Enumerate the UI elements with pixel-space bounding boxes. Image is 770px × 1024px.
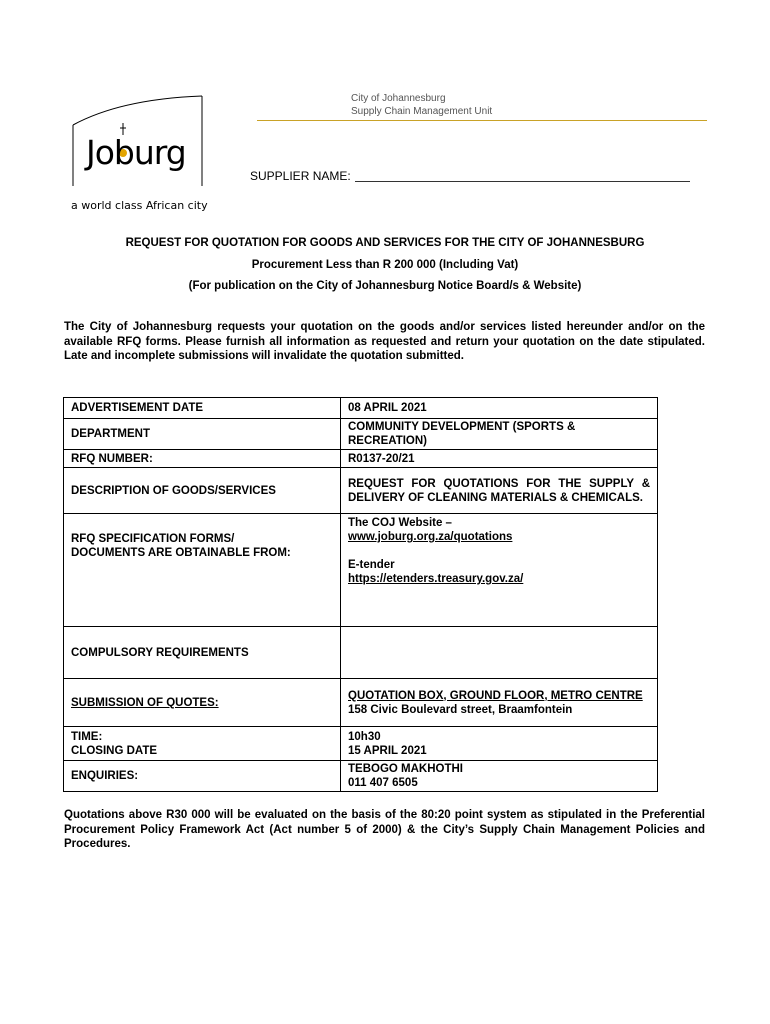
table-row [64,450,658,468]
department-label: DEPARTMENT [64,419,341,450]
table-row [64,398,658,419]
time-closing-value [341,727,658,761]
joburg-logo [71,95,204,187]
logo-word: Joburg [86,133,186,172]
table-row [64,727,658,761]
table-row [64,679,658,727]
etender-text: E-tender [348,559,395,571]
description-value: REQUEST FOR QUOTATIONS FOR THE SUPPLY & DELIVERY OF CLEANING MATERIALS & CHEMICALS. [341,468,658,514]
enquiries-contact: TEBOGO MAKHOTHI [348,763,463,775]
spec-label-line1: RFQ SPECIFICATION FORMS/ [71,533,235,545]
compulsory-requirements-label: COMPULSORY REQUIREMENTS [64,627,341,679]
submission-value [341,679,658,727]
document-title: REQUEST FOR QUOTATION FOR GOODS AND SERVICES FOR THE CITY OF JOHANNESBURG [125,237,645,249]
org-name: City of Johannesburg [351,93,446,104]
time-value: 10h30 [348,730,381,743]
table-row [64,514,658,627]
rfq-details-table [63,397,658,792]
table-row [64,761,658,792]
table-row [64,468,658,514]
rfq-number-label: RFQ NUMBER: [64,450,341,468]
etender-link[interactable]: https://etenders.treasury.gov.za/ [348,573,524,585]
submission-address: 158 Civic Boulevard street, Braamfontein [348,703,573,716]
logo-tagline: a world class African city [71,199,208,212]
spec-forms-value [341,514,658,627]
coj-website-text: The COJ Website – [348,517,452,529]
org-unit: Supply Chain Management Unit [351,106,493,117]
time-label: TIME: [71,730,103,743]
evaluation-note: Quotations above R30 000 will be evaluated on the basis of the 80:20 point system as stipulated in the Preferential Procurement Policy Framework Act (Act number 5 of 2000) & the City’s Supply Chain Management Policies and Procedures. [64,809,705,850]
advertisement-date-value: 08 APRIL 2021 [341,398,658,419]
intro-paragraph: The City of Johannesburg requests your quotation on the goods and/or services listed hereunder and/or on the available RFQ forms. Please furnish all information as requested and return your quotation on the date stipulated. Late and incomplete submissions will invalidate the quotation submitted. [64,321,705,362]
document-subtitle: Procurement Less than R 200 000 (Including Vat) [251,259,519,271]
compulsory-requirements-value [341,627,658,679]
advertisement-date-label: ADVERTISEMENT DATE [64,398,341,419]
spec-label-line2: DOCUMENTS ARE OBTAINABLE FROM: [71,547,291,559]
enquiries-value [341,761,658,792]
enquiries-phone: 011 407 6505 [348,777,418,789]
coj-website-link[interactable]: www.joburg.org.za/quotations [348,531,513,543]
table-row [64,627,658,679]
rfq-number-value: R0137-20/21 [341,450,658,468]
header-divider [257,120,707,121]
closing-date-value: 15 APRIL 2021 [348,744,427,757]
supplier-name-field[interactable] [250,169,690,184]
description-label: DESCRIPTION OF GOODS/SERVICES [64,468,341,514]
enquiries-label: ENQUIRIES: [64,761,341,792]
publication-note: (For publication on the City of Johannesburg Notice Board/s & Website) [188,280,582,292]
supplier-name-blank[interactable] [355,167,690,182]
spec-forms-label [64,514,341,627]
closing-date-label: CLOSING DATE [71,744,158,757]
department-value: COMMUNITY DEVELOPMENT (SPORTS & RECREATION) [341,419,658,450]
table-row [64,419,658,450]
time-closing-label [64,727,341,761]
organisation-header [351,92,492,118]
submission-location: QUOTATION BOX, GROUND FLOOR, METRO CENTRE [348,689,643,702]
submission-label: SUBMISSION OF QUOTES: [64,679,341,727]
supplier-name-label: SUPPLIER NAME: [250,169,351,183]
